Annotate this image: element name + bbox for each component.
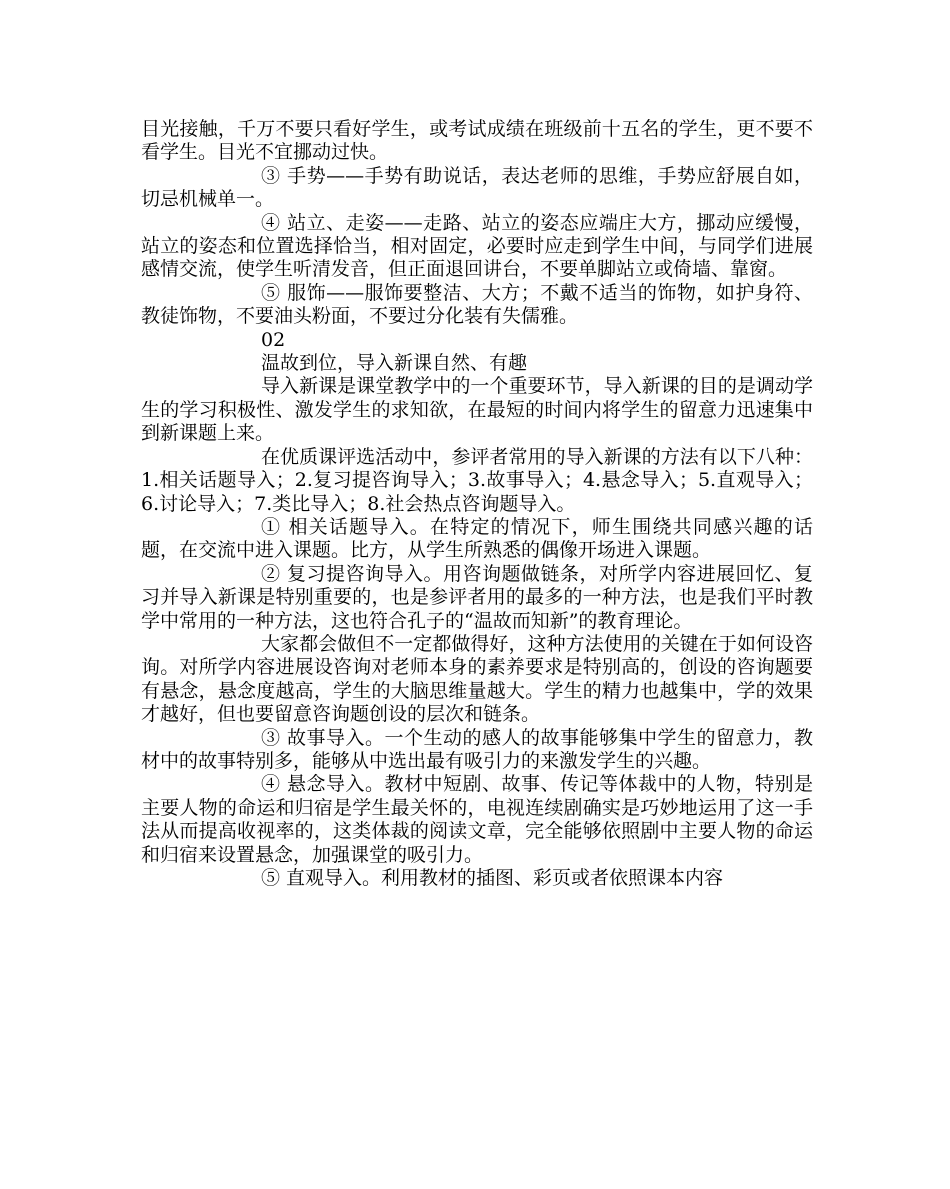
paragraph: ② 复习提咨询导入。用咨询题做链条，对所学内容进展回忆、复习并导入新课是特别重要的，也是参评者用的最多的一种方法，也是我们平时教学中常用的一种方法，这也符合孔子的“温故而知新”的教育理论。	[141, 562, 813, 632]
section-number: 02	[261, 328, 286, 351]
paragraph: ④ 站立、走姿——走路、站立的姿态应端庄大方，挪动应缓慢，站立的姿态和位置选择恰当，相对固定，必要时应走到学生中间，与同学们进展感情交流，使学生听清发音，但正面退回讲台，不要单脚站立或倚墙、靠窗。	[141, 211, 813, 281]
paragraph: ④ 悬念导入。教材中短剧、故事、传记等体裁中的人物，特别是主要人物的命运和归宿是学生最关怀的，电视连续剧确实是巧妙地运用了这一手法从而提高收视率的，这类体裁的阅读文章，完全能够依照剧中主要人物的命运和归宿来设置悬念，加强课堂的吸引力。	[141, 773, 813, 866]
paragraph: ⑤ 服饰——服饰要整洁、大方；不戴不适当的饰物，如护身符、教徒饰物，不要油头粉面，不要过分化装有失儒雅。	[141, 281, 813, 328]
paragraph: 导入新课是课堂教学中的一个重要环节，导入新课的目的是调动学生的学习积极性、激发学生的求知欲，在最短的时间内将学生的留意力迅速集中到新课题上来。	[141, 375, 813, 445]
paragraph: ③ 故事导入。一个生动的感人的故事能够集中学生的留意力，教材中的故事特别多，能够从中选出最有吸引力的来激发学生的兴趣。	[141, 726, 813, 772]
document-page	[141, 118, 813, 890]
paragraph: 在优质课评选活动中，参评者常用的导入新课的方法有以下八种：1.相关话题导入；2.复习提咨询导入；3.故事导入；4.悬念导入；5.直观导入；6.讨论导入；7.类比导入；8.社会热点咨询题导入。	[141, 445, 813, 515]
paragraph: ⑤ 直观导入。利用教材的插图、彩页或者依照课本内容	[261, 867, 724, 889]
paragraph: ③ 手势——手势有助说话，表达老师的思维，手势应舒展自如，切忌机械单一。	[141, 164, 813, 211]
paragraph: 目光接触，千万不要只看好学生，或考试成绩在班级前十五名的学生，更不要不看学生。目光不宜挪动过快。	[141, 118, 813, 164]
section-heading: 温故到位，导入新课自然、有趣	[261, 352, 528, 375]
paragraph: ① 相关话题导入。在特定的情况下，师生围绕共同感兴趣的话题，在交流中进入课题。比方，从学生所熟悉的偶像开场进入课题。	[141, 515, 813, 562]
paragraph: 大家都会做但不一定都做得好，这种方法使用的关键在于如何设咨询。对所学内容进展设咨询对老师本身的素养要求是特别高的，创设的咨询题要有悬念，悬念度越高，学生的大脑思维量越大。学生的精力也越集中，学的效果才越好，但也要留意咨询题创设的层次和链条。	[141, 632, 813, 726]
